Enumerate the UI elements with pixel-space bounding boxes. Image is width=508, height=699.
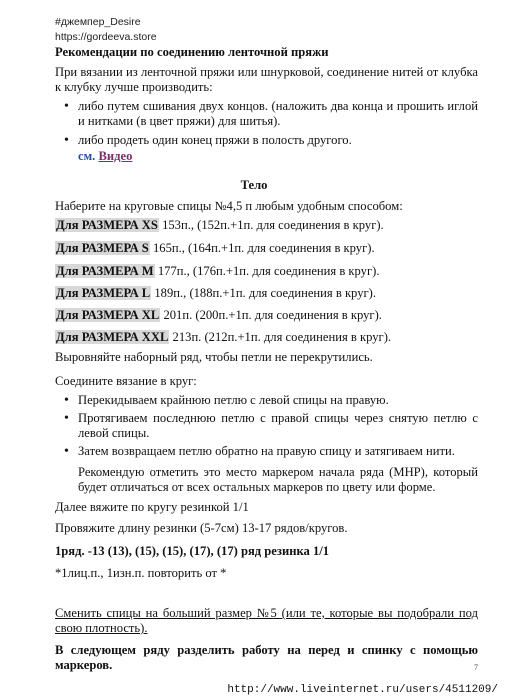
size-label: Для РАЗМЕРА XS: [56, 218, 158, 232]
video-link[interactable]: [78, 149, 478, 164]
size-text: 165п., (164п.+1п. для соединения в круг).: [149, 241, 375, 255]
cast-on-text: Наберите на круговые спицы №4,5 п любым удобным способом:: [55, 199, 403, 213]
join-bullet-2: • Протягиваем последнюю петлю с правой спицы через снятую петлю с левой спицы.: [78, 411, 478, 441]
rib-length-text: Провяжите длину резинки (5-7см) 13-17 рядов/кругов.: [55, 521, 348, 535]
hashtag: #джемпер_Desire: [55, 16, 141, 28]
size-row-xl: [55, 308, 382, 323]
size-row-m: [55, 264, 379, 279]
join-bullet-1: • Перекидываем крайнюю петлю с левой спицы на правую.: [78, 393, 478, 408]
size-text: 189п., (188п.+1п. для соединения в круг).: [151, 286, 376, 300]
yarn-intro: При вязании из ленточной пряжи или шнурковой, соединение нитей от клубка к клубку лучше производить:: [55, 65, 478, 94]
footer-url[interactable]: http://www.liveinternet.ru/users/4511209/: [227, 684, 498, 696]
size-text: 213п. (212п.+1п. для соединения в круг).: [169, 330, 392, 344]
site-url[interactable]: https://gordeeva.store: [55, 31, 157, 43]
row1-text: 1ряд. -13 (13), (15), (15), (17), (17) ряд резинка 1/1: [55, 544, 330, 558]
size-row-xs: [55, 218, 384, 233]
change-needles-text: Сменить спицы на больший размер №5 (или те, которые вы подобрали под свою плотность).: [55, 606, 478, 635]
size-row-s: [55, 241, 375, 256]
size-label: Для РАЗМЕРА XL: [56, 308, 160, 322]
size-text: 177п., (176п.+1п. для соединения в круг).: [154, 264, 380, 278]
repeat-text: *1лиц.п., 1изн.п. повторить от *: [55, 566, 227, 580]
see-label[interactable]: см.: [78, 149, 96, 163]
video-link-label[interactable]: Видео: [98, 149, 133, 163]
size-label: Для РАЗМЕРА M: [56, 264, 154, 278]
yarn-bullet-2: • либо продеть один конец пряжи в полость другого.: [78, 133, 478, 148]
size-label: Для РАЗМЕРА L: [56, 286, 151, 300]
section-title-yarn: Рекомендации по соединению ленточной пряжи: [55, 45, 329, 59]
size-text: 201п. (200п.+1п. для соединения в круг).: [160, 308, 382, 322]
divide-text: В следующем ряду разделить работу на перед и спинку с помощью маркеров.: [55, 643, 478, 672]
size-row-xxl: [55, 330, 391, 345]
join-text: Соедините вязание в круг:: [55, 374, 197, 388]
align-text: Выровняйте наборный ряд, чтобы петли не перекрутились.: [55, 350, 373, 364]
page-number: 7: [474, 663, 478, 672]
size-text: 153п., (152п.+1п. для соединения в круг).: [158, 218, 384, 232]
section-title-body: Тело: [240, 178, 268, 192]
marker-note: Рекомендую отметить это место маркером начала ряда (МНР), который будет отличаться от всех остальных маркеров по цвету или форме.: [78, 465, 478, 494]
size-label: Для РАЗМЕРА XXL: [56, 330, 169, 344]
rib-text: Далее вяжите по кругу резинкой 1/1: [55, 500, 249, 514]
yarn-bullet-1: • либо путем сшивания двух концов. (наложить два конца и прошить иглой и нитками (в цвет пряжи) для шитья).: [78, 99, 478, 129]
size-label: Для РАЗМЕРА S: [56, 241, 149, 255]
join-bullet-3: • Затем возвращаем петлю обратно на правую спицу и затягиваем нити.: [78, 444, 478, 459]
size-row-l: [55, 286, 376, 301]
